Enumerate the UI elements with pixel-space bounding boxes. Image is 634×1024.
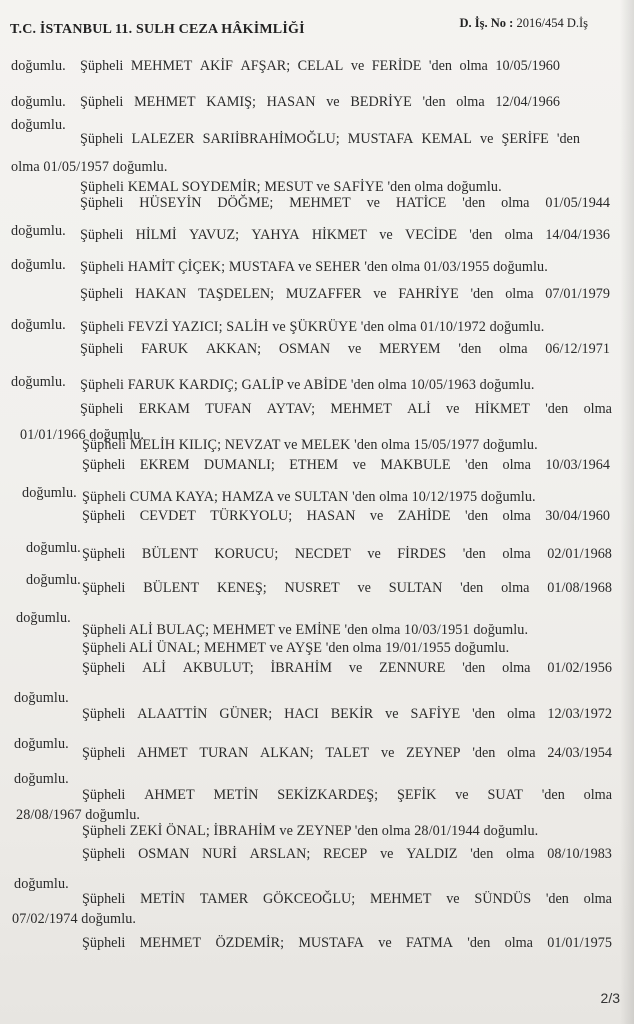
word: MEHMET [134,94,196,110]
word: HACI [284,706,319,722]
word: 10/05/1960 [495,58,560,74]
word: ALİ [407,401,431,417]
text-line [82,890,612,908]
text-line: doğumlu. [11,223,66,239]
word: 'den [465,457,489,473]
text-line: Şüpheli ZEKİ ÖNAL; İBRAHİM ve ZEYNEP 'den olma 28/01/1944 doğumlu. [82,823,539,839]
word: FATMA [405,935,453,951]
text-line [82,705,612,723]
word: Şüpheli [82,660,126,676]
word: 'den [469,227,493,243]
word: MEHMET [289,195,351,211]
word: ZENNURE [379,660,446,676]
word: olma [502,660,531,676]
word: BÜLENT [143,580,200,596]
text-line: doğumlu. [11,374,66,390]
word: 'den [462,546,486,562]
word: olma [502,546,531,562]
word: HAKAN [135,286,187,302]
text-line: 01/01/1966 doğumlu. [20,427,145,443]
word: 07/01/1979 [545,286,610,302]
word: ve [378,935,392,951]
word: TALET [325,745,370,761]
text-line: Şüpheli ALİ ÜNAL; MEHMET ve AYŞE 'den olma 19/01/1955 doğumlu. [82,640,510,656]
word: HASAN [306,508,356,524]
word: Şüpheli [80,195,124,211]
word: MEHMET [139,935,202,951]
word: NUSRET [284,580,340,596]
case-number-label: D. İş. No : [459,16,514,30]
text-line [82,579,612,597]
text-line [82,845,612,863]
text-line: doğumlu. [11,317,66,333]
word: KENEŞ; [217,580,267,596]
page-number: 2/3 [600,990,620,1006]
word: ŞERİFE [501,131,549,147]
word: SAFİYE [410,706,461,722]
word: olma [504,227,534,243]
word: olma [583,401,612,417]
word: SUAT [487,787,523,803]
word: olma [502,508,531,524]
word: HÜSEYİN [139,195,202,211]
text-line: Şüpheli FEVZİ YAZICI; SALİH ve ŞÜKRÜYE 'den olma 01/10/1972 doğumlu. [80,319,545,335]
word: OSMAN [278,341,331,357]
text-line: doğumlu. [11,117,66,133]
text-line: 07/02/1974 doğumlu. [12,911,137,927]
word: TÜRKYOLU; [210,508,293,524]
word: olma [583,891,612,907]
text-line [80,285,610,303]
word: olma [505,286,534,302]
word: 'den [465,508,489,524]
word: ve [379,227,393,243]
word: olma [456,94,485,110]
word: ÖZDEMİR; [215,935,285,951]
word: FARUK [141,341,189,357]
word: ve [348,660,363,676]
text-line: doğumlu. [14,771,69,787]
text-line [80,57,560,75]
word: Şüpheli [82,580,126,596]
word: MUSTAFA [347,131,414,147]
word: ve [373,286,387,302]
word: ve [367,546,381,562]
text-line: Şüpheli HAMİT ÇİÇEK; MUSTAFA ve SEHER 'den olma 01/03/1955 doğumlu. [80,259,548,275]
word: ŞEFİK [396,787,437,803]
word: 'den [541,787,565,803]
word: Şüpheli [80,227,124,243]
text-line: doğumlu. [14,876,69,892]
word: AKİF [199,58,233,74]
word: 08/10/1983 [547,846,612,862]
text-line [82,659,612,677]
word: BEDRİYE [350,94,412,110]
word: NECDET [294,546,351,562]
text-line: doğumlu. [11,94,66,110]
text-line: 28/08/1967 doğumlu. [16,807,141,823]
word: 12/03/1972 [547,706,612,722]
word: Şüpheli [82,935,126,951]
word: 'den [462,195,486,211]
word: ve [347,341,362,357]
word: 'den [428,58,452,74]
word: Şüpheli [82,745,126,761]
word: Şüpheli [80,286,124,302]
word: 14/04/1936 [545,227,610,243]
word: ve [446,891,460,907]
word: ARSLAN; [249,846,311,862]
word: NURİ [202,846,237,862]
word: EKREM [139,457,190,473]
word: MEHMET [330,401,392,417]
word: ve [385,706,399,722]
word: olma [507,745,536,761]
word: ve [455,787,469,803]
word: FİRDES [397,546,447,562]
word: MEHMET [369,891,432,907]
word: HASAN [266,94,316,110]
word: ve [326,94,340,110]
word: KORUCU; [214,546,279,562]
word: 'den [470,846,494,862]
word: ve [350,58,365,74]
word: ve [380,846,394,862]
text-line: doğumlu. [11,58,66,74]
word: ve [352,457,366,473]
word: HİKMET [311,227,367,243]
word: MAKBULE [380,457,451,473]
word: Şüpheli [82,846,126,862]
word: olma [459,58,488,74]
word: TUFAN [205,401,252,417]
word: RECEP [323,846,368,862]
text-line: Şüpheli KEMAL SOYDEMİR; MESUT ve SAFİYE 'den olma doğumlu. [80,179,502,195]
word: GÜNER; [219,706,273,722]
word: LALEZER [131,131,195,147]
word: Şüpheli [82,508,126,524]
text-line: doğumlu. [16,610,71,626]
word: olma [502,457,531,473]
text-line: doğumlu. [11,257,66,273]
text-line: olma 01/05/1957 doğumlu. [11,159,168,175]
word: Şüpheli [82,891,126,907]
word: 'den [458,341,482,357]
text-line [80,400,612,418]
word: FERİDE [371,58,422,74]
word: ZAHİDE [397,508,451,524]
word: AKBULUT; [182,660,254,676]
text-line [82,934,612,952]
word: Şüpheli [80,131,124,147]
word: olma [499,341,528,357]
text-line [80,93,560,111]
word: olma [504,935,533,951]
word: 10/03/1964 [545,457,610,473]
text-line [82,545,612,563]
text-line: doğumlu. [14,736,69,752]
word: olma [583,787,612,803]
word: MERYEM [379,341,441,357]
text-line: doğumlu. [26,572,81,588]
word: 06/12/1971 [545,341,610,357]
word: İBRAHİM [270,660,332,676]
case-number [460,16,588,31]
word: DÖĞME; [217,195,274,211]
word: HİLMİ [135,227,177,243]
word: AKKAN; [205,341,262,357]
text-line: Şüpheli MELİH KILIÇ; NEVZAT ve MELEK 'den olma 15/05/1977 doğumlu. [82,437,538,453]
text-line [80,130,580,148]
text-line [80,194,610,212]
word: Şüpheli [80,94,124,110]
word: TURAN [199,745,249,761]
text-line [80,340,610,358]
word: FAHRİYE [398,286,459,302]
word: 'den [545,401,569,417]
word: SARIİBRAHİMOĞLU; [202,131,340,147]
word: 01/05/1944 [545,195,610,211]
word: 'den [422,94,446,110]
word: ve [480,131,494,147]
word: ve [380,745,395,761]
word: BÜLENT [141,546,198,562]
text-line: doğumlu. [26,540,81,556]
word: olma [507,706,536,722]
word: Şüpheli [82,787,126,803]
word: olma [506,846,535,862]
word: KAMIŞ; [206,94,256,110]
word: YALDIZ [406,846,458,862]
word: SÜNDÜS [474,891,532,907]
word: ve [446,401,460,417]
word: YAHYA [251,227,300,243]
word: Şüpheli [80,58,124,74]
text-line [82,744,612,762]
text-line [82,786,612,804]
word: TAŞDELEN; [198,286,275,302]
word: MUSTAFA [298,935,364,951]
text-line: doğumlu. [14,690,69,706]
word: Şüpheli [80,341,124,357]
word: YAVUZ; [188,227,240,243]
text-line [80,226,610,244]
word: DUMANLI; [203,457,275,473]
word: 'den [545,891,569,907]
word: ve [369,508,384,524]
text-line [82,456,610,474]
word: ZEYNEP [406,745,461,761]
word: ALAATTİN [137,706,208,722]
word: 24/03/1954 [547,745,612,761]
text-line [82,507,610,525]
text-line: Şüpheli ALİ BULAÇ; MEHMET ve EMİNE 'den olma 10/03/1951 doğumlu. [82,622,529,638]
word: ve [357,580,371,596]
word: TAMER [199,891,249,907]
word: HİKMET [474,401,530,417]
court-name: T.C. İSTANBUL 11. SULH CEZA HÂKİMLİĞİ [10,22,305,37]
case-number-value: 2016/454 D.İş [516,16,588,30]
word: METİN [140,891,186,907]
text-line: doğumlu. [22,485,77,501]
word: AYTAV; [266,401,316,417]
word: ALKAN; [260,745,314,761]
word: 'den [460,580,484,596]
word: AFŞAR; [240,58,291,74]
word: METİN [213,787,259,803]
word: 02/01/1968 [547,546,612,562]
word: ETHEM [289,457,339,473]
document-header [10,16,622,42]
word: 01/08/1968 [547,580,612,596]
word: olma [501,580,530,596]
word: 'den [470,286,494,302]
word: 'den [472,706,496,722]
word: AHMET [137,745,188,761]
word: MUZAFFER [285,286,362,302]
word: VECİDE [404,227,457,243]
word: GÖKCEOĞLU; [263,891,356,907]
word: 'den [472,745,496,761]
word: ve [366,195,380,211]
word: 01/01/1975 [547,935,612,951]
word: BEKİR [330,706,374,722]
text-line: Şüpheli FARUK KARDIÇ; GALİP ve ABİDE 'den olma 10/05/1963 doğumlu. [80,377,535,393]
word: OSMAN [138,846,190,862]
word: CELAL [297,58,344,74]
word: Şüpheli [82,457,126,473]
word: 'den [467,935,491,951]
word: olma [501,195,530,211]
word: 12/04/1966 [495,94,560,110]
word: Şüpheli [80,401,124,417]
word: 01/02/1956 [547,660,612,676]
word: SEKİZKARDEŞ; [277,787,379,803]
word: CEVDET [139,508,196,524]
word: 'den [462,660,486,676]
word: Şüpheli [82,546,126,562]
word: ALİ [142,660,166,676]
text-line: Şüpheli CUMA KAYA; HAMZA ve SULTAN 'den olma 10/12/1975 doğumlu. [82,489,536,505]
word: 'den [556,131,580,147]
word: KEMAL [421,131,472,147]
word: AHMET [144,787,195,803]
word: Şüpheli [82,706,126,722]
word: MEHMET [130,58,193,74]
word: HATİCE [395,195,447,211]
word: SULTAN [388,580,443,596]
word: 30/04/1960 [545,508,610,524]
word: ERKAM [138,401,190,417]
